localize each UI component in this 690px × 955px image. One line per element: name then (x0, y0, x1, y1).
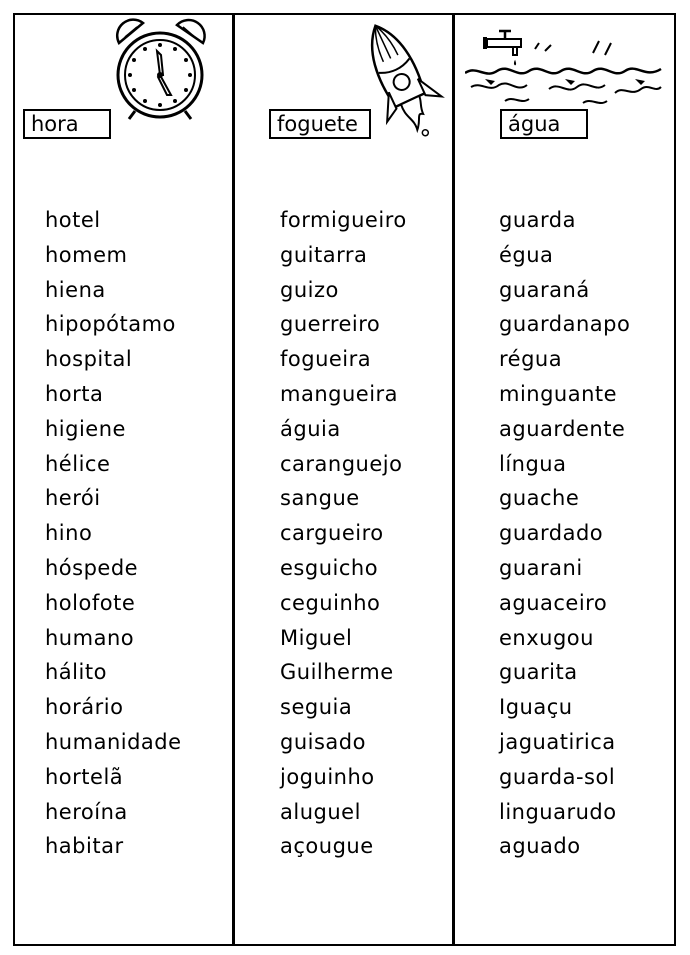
list-item: sangue (280, 486, 360, 511)
list-item: heroína (45, 799, 128, 824)
column-agua (455, 15, 674, 944)
list-item: guardado (499, 521, 604, 546)
list-item: guarita (499, 660, 578, 685)
column-label-foguete: foguete (269, 109, 371, 139)
list-item: guarda (499, 208, 576, 232)
list-item: habitar (45, 834, 124, 859)
list-item: guaraná (499, 277, 590, 302)
list-item: hotel (45, 208, 101, 232)
column-foguete (235, 15, 452, 944)
list-item: águia (280, 416, 341, 441)
list-item: minguante (499, 381, 618, 406)
list-item: guisado (280, 729, 366, 754)
list-item: hélice (45, 451, 111, 476)
list-item: humanidade (45, 729, 182, 754)
list-item: caranguejo (280, 451, 403, 476)
list-item: língua (499, 451, 567, 476)
list-item: cargueiro (280, 521, 384, 546)
list-item: homem (45, 242, 128, 267)
list-item: guerreiro (280, 312, 381, 337)
column-hora (15, 15, 232, 944)
list-item: mangueira (280, 381, 399, 406)
list-item: régua (499, 347, 563, 372)
list-item: ceguinho (280, 590, 381, 615)
list-item: guizo (280, 277, 339, 302)
list-item: açougue (280, 834, 374, 859)
list-item: hospital (45, 347, 133, 372)
list-item: horário (45, 695, 124, 720)
faucet-water-icon (465, 23, 665, 108)
list-item: enxugou (499, 625, 594, 650)
word-list-hora (45, 203, 182, 864)
list-item: fogueira (280, 347, 372, 372)
list-item: seguia (280, 695, 353, 720)
list-item: herói (45, 486, 101, 511)
list-item: guardanapo (499, 312, 631, 337)
list-item: hortelã (45, 764, 124, 789)
list-item: guarda-sol (499, 764, 616, 789)
column-label-hora: hora (23, 109, 111, 139)
list-item: horta (45, 381, 104, 406)
list-item: Guilherme (280, 660, 394, 685)
list-item: Iguaçu (499, 695, 573, 720)
list-item: aguaceiro (499, 590, 608, 615)
list-item: holofote (45, 590, 136, 615)
list-item: hálito (45, 660, 107, 685)
word-list-foguete (280, 203, 407, 864)
word-list-agua (499, 203, 630, 864)
list-item: aluguel (280, 799, 361, 824)
list-item: formigueiro (280, 208, 407, 232)
list-item: esguicho (280, 555, 379, 580)
list-item: higiene (45, 416, 126, 441)
list-item: égua (499, 242, 554, 267)
list-item: linguarudo (499, 799, 617, 824)
list-item: jaguatirica (499, 729, 616, 754)
list-item: aguado (499, 834, 581, 859)
alarm-clock-icon (105, 15, 220, 120)
list-item: guitarra (280, 242, 368, 267)
list-item: Miguel (280, 625, 353, 650)
list-item: humano (45, 625, 135, 650)
list-item: aguardente (499, 416, 626, 441)
list-item: guache (499, 486, 580, 511)
column-label-agua: água (500, 109, 588, 139)
list-item: hóspede (45, 555, 139, 580)
list-item: joguinho (280, 764, 375, 789)
list-item: hiena (45, 277, 106, 302)
list-item: guarani (499, 555, 583, 580)
list-item: hipopótamo (45, 312, 176, 337)
list-item: hino (45, 521, 93, 546)
